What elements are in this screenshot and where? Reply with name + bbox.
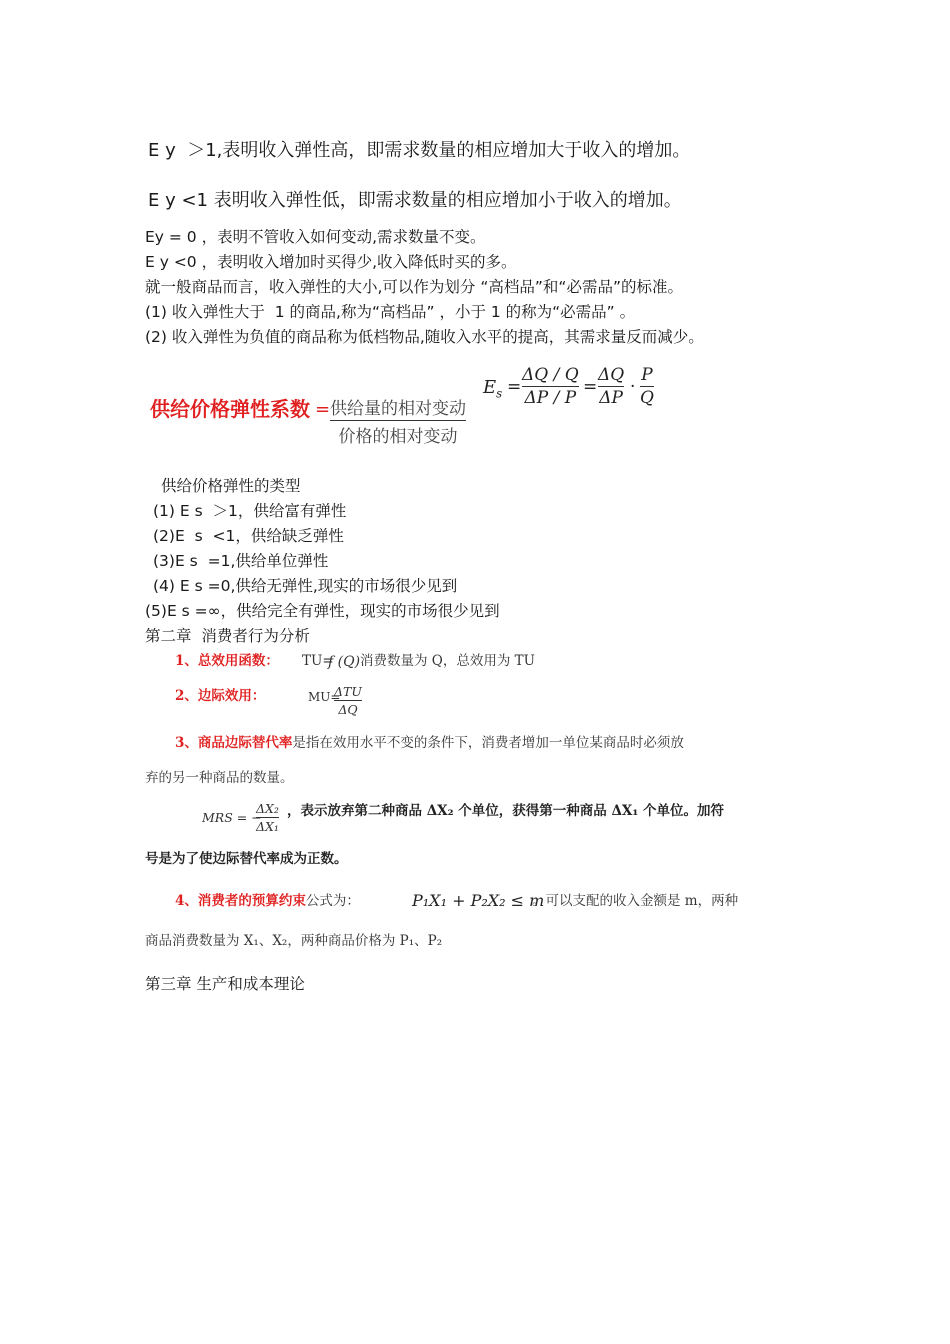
list-item: (1) E s ＞1，供给富有弹性 [153,502,347,520]
list-item: (2)E s <1，供给缺乏弹性 [153,527,344,545]
total-utility-desc: 消费数量为 Q，总效用为 TU [360,653,536,669]
list-item: (5)E s =∞，供给完全有弹性，现实的市场很少见到 [145,602,500,620]
budget-formula: P₁X₁ + P₂X₂ ≤ m [412,891,545,910]
list-item: (3)E s =1,供给单位弹性 [153,552,329,570]
fraction-bar [330,420,466,421]
es-symbol: $E_s$ [483,377,503,401]
equals-sign-3: = [583,377,598,397]
chapter-3-title: 第三章 生产和成本理论 [145,975,305,993]
text-line-luxury: (1) 收入弹性大于 1 的商品,称为“高档品” ，小于 1 的称为“必需品” 。 [145,303,636,321]
budget-constraint-after: 。可以支配的收入金额是 m，两种 [532,893,739,909]
marginal-utility-prefix: MU= [308,690,341,704]
mrs-paragraph-line2: 弃的另一种商品的数量。 [145,770,294,786]
fraction-p-over-q: P Q [640,365,654,408]
fraction-dq-q-over-dp-p: ΔQ / Q ΔP / P [522,365,579,408]
budget-constraint-line2: 商品消费数量为 X₁、X₂，两种商品价格为 P₁、P₂ [145,933,443,949]
mrs-fraction: ΔX₂ ΔX₁ [256,801,279,834]
mrs-explanation-line2: 号是为了使边际替代率成为正数。 [145,851,348,867]
mrs-paragraph-line1: 3、商品边际替代率是指在效用水平不变的条件下，消费者增加一单位某商品时必须放 [175,735,684,751]
supply-fraction [330,394,466,447]
supply-types-title: 供给价格弹性的类型 [161,477,301,495]
total-utility-function: f (Q) [328,654,361,670]
total-utility-prefix: TU= [302,653,334,669]
equals-sign: = [315,399,331,420]
text-line-inferior: (2) 收入弹性为负值的商品称为低档物品,随收入水平的提高，其需求量反而减少。 [145,328,704,346]
list-item: (4) E s =0,供给无弹性,现实的市场很少见到 [153,577,458,595]
total-utility-label: 1、总效用函数： [175,653,279,669]
chapter-2-title: 第二章 消费者行为分析 [145,627,310,645]
supply-elasticity-label: 供给价格弹性系数 [150,397,310,421]
text-line-ey-lt-1: E y <1 表明收入弹性低，即需求数量的相应增加小于收入的增加。 [148,190,682,211]
text-line-ey-lt-0: E y <0 ，表明收入增加时买得少,收入降低时买的多。 [145,253,517,271]
mrs-lhs: MRS = − [202,810,262,825]
fraction-dq-over-dp: ΔQ ΔP [598,365,625,408]
marginal-utility-fraction: ΔTU ΔQ [334,684,362,717]
dot-operator: · [630,377,636,397]
mrs-explanation: ，表示放弃第二种商品 ΔX₂ 个单位，获得第一种商品 ΔX₁ 个单位。加符 [287,803,725,819]
equals-sign-2: = [507,377,522,397]
text-line-ey-gt-1: E y ＞1,表明收入弹性高，即需求数量的相应增加大于收入的增加。 [148,140,691,161]
fraction-denominator: 价格的相对变动 [338,427,458,447]
budget-constraint-line1: 4、消费者的预算约束公式为： [175,893,360,909]
fraction-numerator: 供给量的相对变动 [330,399,466,419]
marginal-utility-label: 2、边际效用： [175,688,266,704]
text-line-standard: 就一般商品而言，收入弹性的大小,可以作为划分 “高档品”和“必需品”的标准。 [145,278,683,296]
text-line-ey-eq-0: Ey = 0 ，表明不管收入如何变动,需求数量不变。 [145,228,486,246]
